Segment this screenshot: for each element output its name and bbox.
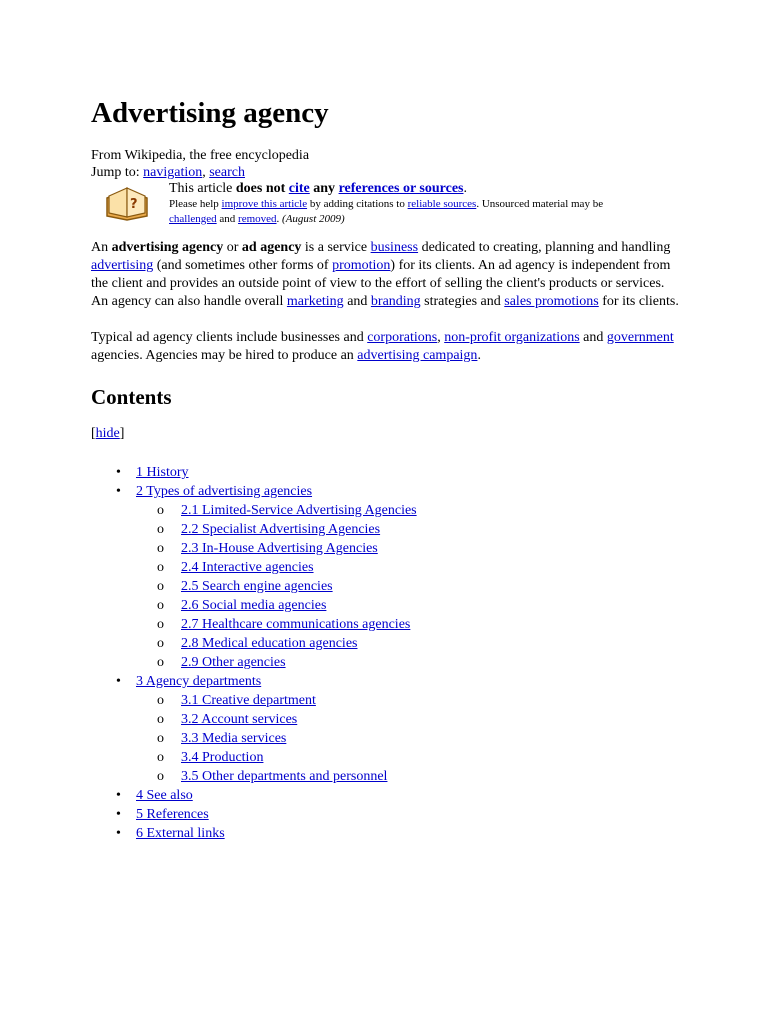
toc-sublink[interactable]: 3.3 Media services [181, 731, 287, 746]
intro-paragraph: An advertising agency or ad agency is a service business dedicated to creating, planning and handling advertising (and sometimes other forms of promotion) for its clients. An ad agency is independent from the client and provides an outside point of view to the effort of selling the client's products or services. An agency can also handle overall marketing and branding strategies and sales promotions for its clients. [91, 240, 679, 309]
challenged-link[interactable]: challenged [169, 213, 217, 225]
branding-link[interactable]: branding [370, 294, 421, 309]
bullet-icon: • [116, 484, 121, 499]
circle-bullet-icon: o [157, 693, 164, 708]
toc-sublink[interactable]: 2.7 Healthcare communications agencies [181, 617, 411, 632]
toc-item [91, 786, 681, 805]
toc-sublink[interactable]: 3.5 Other departments and personnel [181, 769, 388, 784]
toc-link[interactable]: 3 Agency departments [136, 674, 262, 689]
svg-text:?: ? [130, 197, 138, 212]
non-profit-link[interactable]: non-profit organizations [444, 330, 580, 345]
circle-bullet-icon: o [157, 522, 164, 537]
bullet-icon: • [116, 465, 121, 480]
toc-sublink[interactable]: 3.2 Account services [181, 712, 298, 727]
notice-text: This article does not cite any references or sources. Please help improve this article by adding citations to reliable sources. Unsourced material may be challenged and removed. (August 2009) [169, 181, 604, 225]
toc-sublink[interactable]: 2.1 Limited-Service Advertising Agencies [181, 503, 417, 518]
marketing-link[interactable]: marketing [286, 294, 344, 309]
toc-subitem [136, 691, 681, 710]
jump-links: Jump to: navigation, search [91, 165, 245, 180]
page-title: Advertising agency [91, 97, 329, 129]
book-question-icon [105, 184, 149, 222]
toc-link[interactable]: 6 External links [136, 826, 225, 841]
circle-bullet-icon: o [157, 560, 164, 575]
jump-search-link[interactable]: search [209, 165, 245, 180]
table-of-contents [91, 463, 681, 843]
circle-bullet-icon: o [157, 541, 164, 556]
toc-sublink[interactable]: 2.9 Other agencies [181, 655, 286, 670]
toc-subitem [136, 615, 681, 634]
toc-subitem [136, 501, 681, 520]
references-link[interactable]: references or sources [338, 181, 464, 196]
bullet-icon: • [116, 826, 121, 841]
toc-toggle: [hide] [91, 426, 125, 441]
circle-bullet-icon: o [157, 731, 164, 746]
sales-promotions-link[interactable]: sales promotions [504, 294, 599, 309]
toc-item [91, 482, 681, 672]
toc-link[interactable]: 1 History [136, 465, 189, 480]
toc-sublink[interactable]: 3.4 Production [181, 750, 264, 765]
toc-hide-link[interactable]: hide [95, 426, 120, 441]
toc-link[interactable]: 5 References [136, 807, 209, 822]
toc-subitem [136, 710, 681, 729]
removed-link[interactable]: removed [238, 213, 277, 225]
clients-paragraph: Typical ad agency clients include businesses and corporations, non-profit organizations and government agencies. Agencies may be hired to produce an advertising campaign. [91, 330, 674, 363]
toc-sublink[interactable]: 2.8 Medical education agencies [181, 636, 358, 651]
circle-bullet-icon: o [157, 655, 164, 670]
toc-item [91, 672, 681, 786]
jump-prefix: Jump to: [91, 165, 144, 180]
circle-bullet-icon: o [157, 750, 164, 765]
advertising-campaign-link[interactable]: advertising campaign [357, 348, 478, 363]
toc-subitem [136, 767, 681, 786]
reliable-sources-link[interactable]: reliable sources [407, 198, 477, 210]
cite-link[interactable]: cite [288, 181, 310, 196]
circle-bullet-icon: o [157, 712, 164, 727]
toc-sublink[interactable]: 2.3 In-House Advertising Agencies [181, 541, 378, 556]
circle-bullet-icon: o [157, 579, 164, 594]
notice-date: (August 2009) [282, 213, 345, 225]
toc-sublink[interactable]: 3.1 Creative department [181, 693, 316, 708]
improve-article-link[interactable]: improve this article [221, 198, 308, 210]
article [91, 95, 681, 843]
toc-subitem [136, 577, 681, 596]
toc-sublink[interactable]: 2.6 Social media agencies [181, 598, 327, 613]
circle-bullet-icon: o [157, 636, 164, 651]
toc-item [91, 824, 681, 843]
bullet-icon: • [116, 788, 121, 803]
bullet-icon: • [116, 674, 121, 689]
circle-bullet-icon: o [157, 769, 164, 784]
toc-subitem [136, 748, 681, 767]
toc-subitem [136, 520, 681, 539]
unreferenced-notice [91, 181, 681, 227]
toc-subitem [136, 539, 681, 558]
toc-sublink[interactable]: 2.4 Interactive agencies [181, 560, 314, 575]
circle-bullet-icon: o [157, 598, 164, 613]
toc-link[interactable]: 2 Types of advertising agencies [136, 484, 313, 499]
toc-item [91, 463, 681, 482]
advertising-link[interactable]: advertising [91, 258, 154, 273]
toc-sublink[interactable]: 2.5 Search engine agencies [181, 579, 333, 594]
circle-bullet-icon: o [157, 617, 164, 632]
toc-subitem [136, 634, 681, 653]
toc-sublink[interactable]: 2.2 Specialist Advertising Agencies [181, 522, 381, 537]
toc-link[interactable]: 4 See also [136, 788, 193, 803]
business-link[interactable]: business [370, 240, 419, 255]
toc-heading: Contents [91, 385, 172, 409]
toc-subitem [136, 729, 681, 748]
toc-item [91, 805, 681, 824]
toc-subitem [136, 653, 681, 672]
tagline: From Wikipedia, the free encyclopedia [91, 148, 310, 163]
toc-sublist [136, 691, 681, 786]
toc-sublist [136, 501, 681, 672]
promotion-link[interactable]: promotion [332, 258, 391, 273]
circle-bullet-icon: o [157, 503, 164, 518]
corporations-link[interactable]: corporations [367, 330, 438, 345]
bullet-icon: • [116, 807, 121, 822]
toc-subitem [136, 596, 681, 615]
jump-navigation-link[interactable]: navigation [143, 165, 203, 180]
government-link[interactable]: government [606, 330, 674, 345]
toc-subitem [136, 558, 681, 577]
